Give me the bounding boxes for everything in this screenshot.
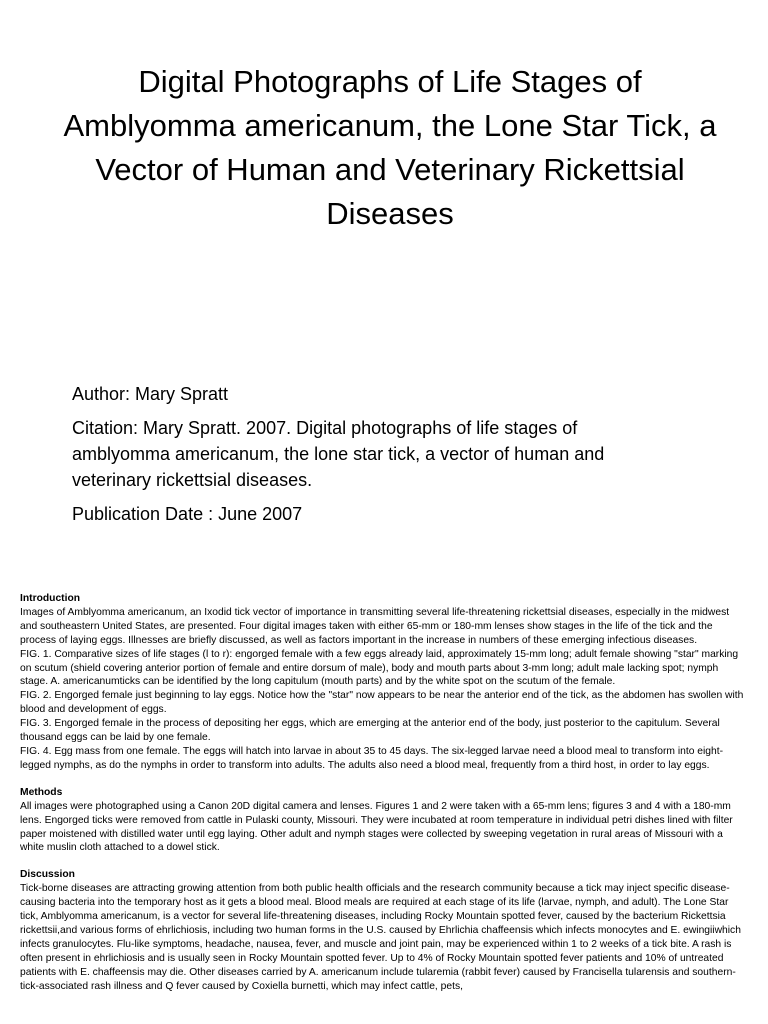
fig3-caption: FIG. 3. Engorged female in the process of depositing her eggs, which are emerging at the anterior end of the body, just posterior to the capitulum. Several thousand eggs can be laid by one female. [20,718,720,744]
discussion-text: Tick-borne diseases are attracting growing attention from both public health officials and the research community because a tick may inject specific disease-causing bacteria into the temporary host as it gets a blood meal. Blood meals are required at each stage of its life (larvae, nymph, and adult). The Lone Star tick, Amblyomma americanum, is a vector for several life-threatening diseases, including Rocky Mountain spotted fever, caused by the bacterium Rickettsia rickettsii,and various forms of ehrlichiosis, including two human forms in the U.S. caused by Ehrlichia chaffeensis which infects monocytes and E. ewingiiwhich infects granulocytes. Flu-like symptoms, headache, nausea, fever, and muscle and joint pain, may be experienced within 1 to 2 weeks of a tick bite. A rash is often present in ehrlichiosis and is usually seen in Rocky Mountain spotted fever. Up to 4% of Rocky Mountain spotted fever patients and 10% of untreated patients with E. chaffeensis may die. Other diseases carried by A. americanum include tularemia (rabbit fever) caused by Francisella tularensis and southern-tick-associated rash illness and Q fever caused by Coxiella burnetti, which may infect cattle, pets, [20,883,741,992]
metadata-block [72,381,672,535]
fig4-caption: FIG. 4. Egg mass from one female. The eggs will hatch into larvae in about 35 to 45 days. The six-legged larvae need a blood meal to transform into eight-legged nymphs, as do the nymphs in order to transform into adults. The adults also need a blood meal, frequently from a third host, in order to lay eggs. [20,745,724,771]
author-line: Author: Mary Spratt [72,384,229,404]
fig1-caption: FIG. 1. Comparative sizes of life stages (l to r): engorged female with a few eggs already laid, approximately 15-mm long; adult female showing "star" marking on scutum (shield covering anterior portion of female and entire dorsum of male), body and mouth parts about 3-mm long; adult male lacking spot; nymph stage. A. americanumticks can be identified by the long capitulum (mouth parts) and by the white spot on the scutum of the female. [20,648,739,688]
methods-heading: Methods [20,786,63,798]
document-body [20,592,746,993]
fig2-caption: FIG. 2. Engorged female just beginning to lay eggs. Notice how the "star" now appears to be near the anterior end of the tick, as the abdomen has swollen with blood and development of eggs. [20,690,744,716]
introduction-heading: Introduction [20,593,81,604]
discussion-heading: Discussion [20,869,75,881]
introduction-text: Images of Amblyomma americanum, an Ixodid tick vector of importance in transmitting several life-threatening rickettsial diseases, especially in the midwest and southeastern United States, are presented. Four digital images taken with either 65-mm or 180-mm lenses show stages in the life of the tick and the process of laying eggs. Illnesses are briefly discussed, as well as factors important in the increase in numbers of these emerging infectious diseases. [20,606,730,646]
citation-line: Citation: Mary Spratt. 2007. Digital photographs of life stages of amblyomma americanum, the lone star tick, a vector of human and veterinary rickettsial diseases. [72,418,605,490]
methods-text: All images were photographed using a Canon 20D digital camera and lenses. Figures 1 and 2 were taken with a 65-mm lens; figures 3 and 4 with a 180-mm lens. Engorged ticks were removed from cattle in Pulaski county, Missouri. They were incubated at room temperature in individual petri dishes lined with filter paper moistened with distilled water until egg laying. Other adult and nymph stages were collected by sweeping vegetation in rural areas of Missouri with a white muslin cloth attached to a dowel stick. [20,800,733,854]
document-title: Digital Photographs of Life Stages of Amblyomma americanum, the Lone Star Tick, a Vector of Human and Veterinary Rickettsial Diseases [63,64,717,231]
publication-date: Publication Date : June 2007 [72,504,303,524]
